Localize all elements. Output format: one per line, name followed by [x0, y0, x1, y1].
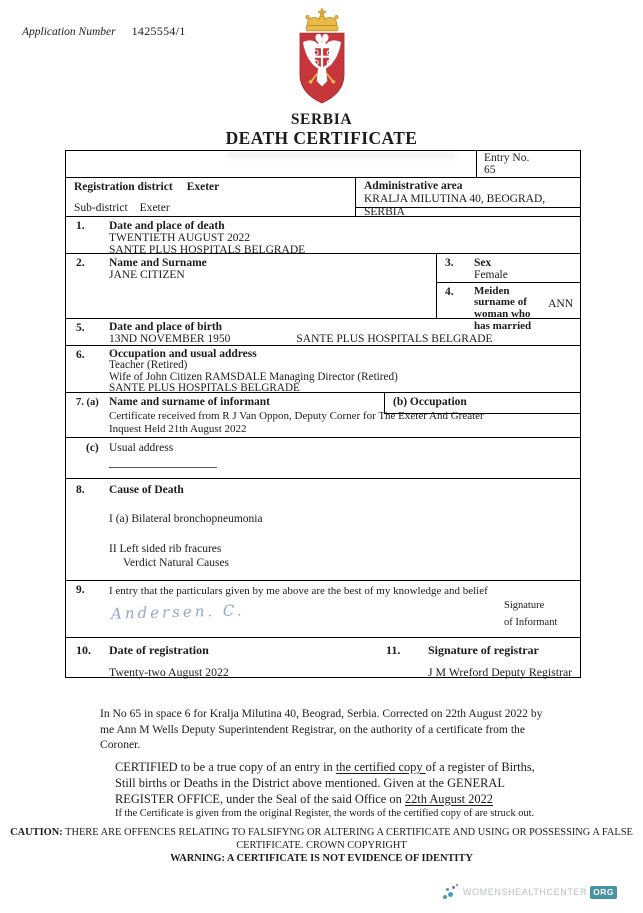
- section-3-number: 3.: [445, 257, 454, 269]
- administrative-area-label: Administrative area: [364, 180, 463, 192]
- certified-text-pre: CERTIFIED to be a true copy of an entry in: [115, 760, 336, 774]
- row-occupation-address: [66, 346, 580, 393]
- row-registration: [66, 638, 580, 679]
- certified-text-mid: of a register of Births, Still births or Deaths in the District above mentioned. Given at the GENERAL REGISTER OFFICE, under the Seal of the said Office on: [115, 760, 535, 806]
- declaration-statement: I entry that the particulars given by me above are the best of my knowledge and belief: [109, 585, 488, 597]
- occupation-address-label: Occupation and usual address: [109, 348, 257, 360]
- place-of-birth-value: SANTE PLUS HOSPITALS BELGRADE: [296, 333, 493, 345]
- cause-of-death-line-2: II Left sided rib fracures: [109, 542, 222, 555]
- caution-text: THERE ARE OFFENCES RELATING TO FALSIFYNG OR ALTERING A CERTIFICATE AND USING OR POSSESSING A FALSE CERTIFICATE. CROWN COPYRIGHT: [62, 827, 633, 851]
- registration-district-cell: [66, 178, 356, 216]
- row-entry-no: [66, 151, 580, 178]
- caution-label: CAUTION:: [10, 827, 63, 838]
- maiden-surname-label: Meiden surname of woman who has married: [474, 284, 532, 332]
- brand-suffix-badge: ORG: [590, 886, 617, 899]
- brand-name: WOMENSHEALTHCENTER: [462, 887, 588, 897]
- entry-row-spacer: [66, 151, 476, 177]
- administrative-area-cell: [356, 178, 580, 216]
- section-10-number: 10.: [76, 643, 91, 657]
- certified-paragraph: [115, 760, 551, 807]
- signature-of-registrar-label: Signature of registrar: [428, 643, 539, 657]
- row-date-place-of-birth: [66, 319, 580, 346]
- cause-of-death-label: Cause of Death: [109, 484, 184, 496]
- application-number: [22, 24, 186, 39]
- row-cause-of-death: [66, 479, 580, 581]
- certified-date-underlined: 22th August 2022: [404, 791, 493, 806]
- date-place-of-death-label: Date and place of death: [109, 220, 225, 232]
- entry-no-cell: [476, 151, 580, 177]
- row-usual-address: [66, 438, 580, 479]
- row-declaration: [66, 581, 580, 638]
- section-1-number: 1.: [76, 220, 85, 232]
- row-informant: [66, 393, 580, 438]
- usual-address-blank-line: [109, 467, 217, 468]
- sub-district-value: Exeter: [139, 202, 170, 214]
- country-heading: SERBIA: [290, 111, 353, 128]
- application-number-label: Application Number: [22, 26, 116, 38]
- occupation-line-1: Teacher (Retired): [109, 359, 188, 372]
- serbia-coat-of-arms-icon: [284, 8, 360, 115]
- registration-district-label: Registration district: [74, 181, 173, 193]
- application-number-value: 1425554/1: [131, 24, 186, 38]
- sub-district-label: Sub-district: [74, 202, 128, 214]
- section-9-number: 9.: [76, 584, 85, 596]
- section-5-number: 5.: [76, 322, 85, 334]
- occupation-line-3: SANTE PLUS HOSPITALS BELGRADE: [109, 382, 300, 395]
- brand-dots-icon: [443, 884, 461, 900]
- place-of-death-value: SANTE PLUS HOSPITALS BELGRADE: [109, 243, 306, 256]
- scan-artifact: [226, 152, 456, 159]
- brand-watermark: [443, 884, 617, 900]
- sex-value: Female: [474, 269, 508, 282]
- correction-note: In No 65 in space 6 for Kralja Milutina 40, Beograd, Serbia. Corrected on 22th August 2022 by me Ann M Wells Deputy Superintendent Registrar, on the authority of a certificate from the Coroner.: [100, 707, 543, 751]
- informant-name-label: Name and surname of informant: [109, 396, 270, 408]
- registration-district-value: Exeter: [186, 181, 220, 193]
- signature-of-registrar-value: J M Wreford Deputy Registrar: [428, 665, 573, 679]
- registrar-signature-cell: [386, 638, 582, 679]
- cause-of-death-line-3: Verdict Natural Causes: [123, 556, 230, 569]
- date-of-death-value: TWENTIETH AUGUST 2022: [109, 231, 250, 244]
- name-surname-cell: [66, 254, 436, 318]
- date-of-birth-value: 13ND NOVEMBER 1950: [109, 333, 231, 345]
- date-of-registration-value: Twenty-two August 2022: [109, 665, 229, 679]
- strike-out-note: If the Certificate is given from the original Register, the words of the certified copy of are struck out.: [115, 808, 535, 819]
- informant-line-2: Inquest Held 21th August 2022: [109, 423, 247, 435]
- entry-no-value: 65: [484, 164, 496, 177]
- name-surname-value: JANE CITIZEN: [109, 269, 185, 282]
- cause-of-death-line-1: I (a) Bilateral bronchopneumonia: [109, 513, 263, 526]
- section-2-number: 2.: [76, 257, 85, 269]
- warning-text: WARNING: A CERTIFICATE IS NOT EVIDENCE OF IDENTITY: [170, 853, 473, 864]
- date-of-registration-label: Date of registration: [109, 643, 209, 657]
- section-11-number: 11.: [386, 643, 401, 657]
- row-date-place-of-death: [66, 217, 580, 254]
- informant-occupation-cell: (b) Occupation: [384, 393, 580, 414]
- certificate-table: [65, 150, 581, 678]
- caution-block: [0, 826, 643, 865]
- sex-cell: [437, 254, 580, 283]
- section-7a-number: 7. (a): [76, 397, 99, 408]
- section-7c-number: (c): [86, 442, 99, 454]
- section-4-number: 4.: [445, 285, 454, 298]
- row-districts: [66, 178, 580, 217]
- document-title: DEATH CERTIFICATE: [225, 128, 418, 148]
- usual-address-label: Usual address: [109, 442, 174, 454]
- entry-no-label: Entry No.: [484, 152, 530, 164]
- informant-line-1: Certificate received from R J Van Oppon, Deputy Corner for The Exeter And Greater: [109, 409, 484, 422]
- date-place-of-birth-label: Date and place of birth: [109, 321, 223, 333]
- informant-signature: Andersen. C.: [110, 601, 245, 623]
- administrative-area-value: KRALJA MILUTINA 40, BEOGRAD, SERBIA: [364, 192, 546, 218]
- section-8-number: 8.: [76, 484, 85, 496]
- sex-label: Sex: [474, 257, 492, 269]
- occupation-line-2: Wife of John Citizen RAMSDALE Managing Director (Retired): [109, 370, 398, 383]
- maiden-surname-value: ANN: [548, 297, 573, 310]
- certified-copy-underlined: the certified copy: [335, 760, 426, 774]
- section-6-number: 6.: [76, 349, 85, 361]
- name-surname-label: Name and Surname: [109, 257, 207, 269]
- signature-of-informant-label: Signature of Informant: [504, 600, 558, 628]
